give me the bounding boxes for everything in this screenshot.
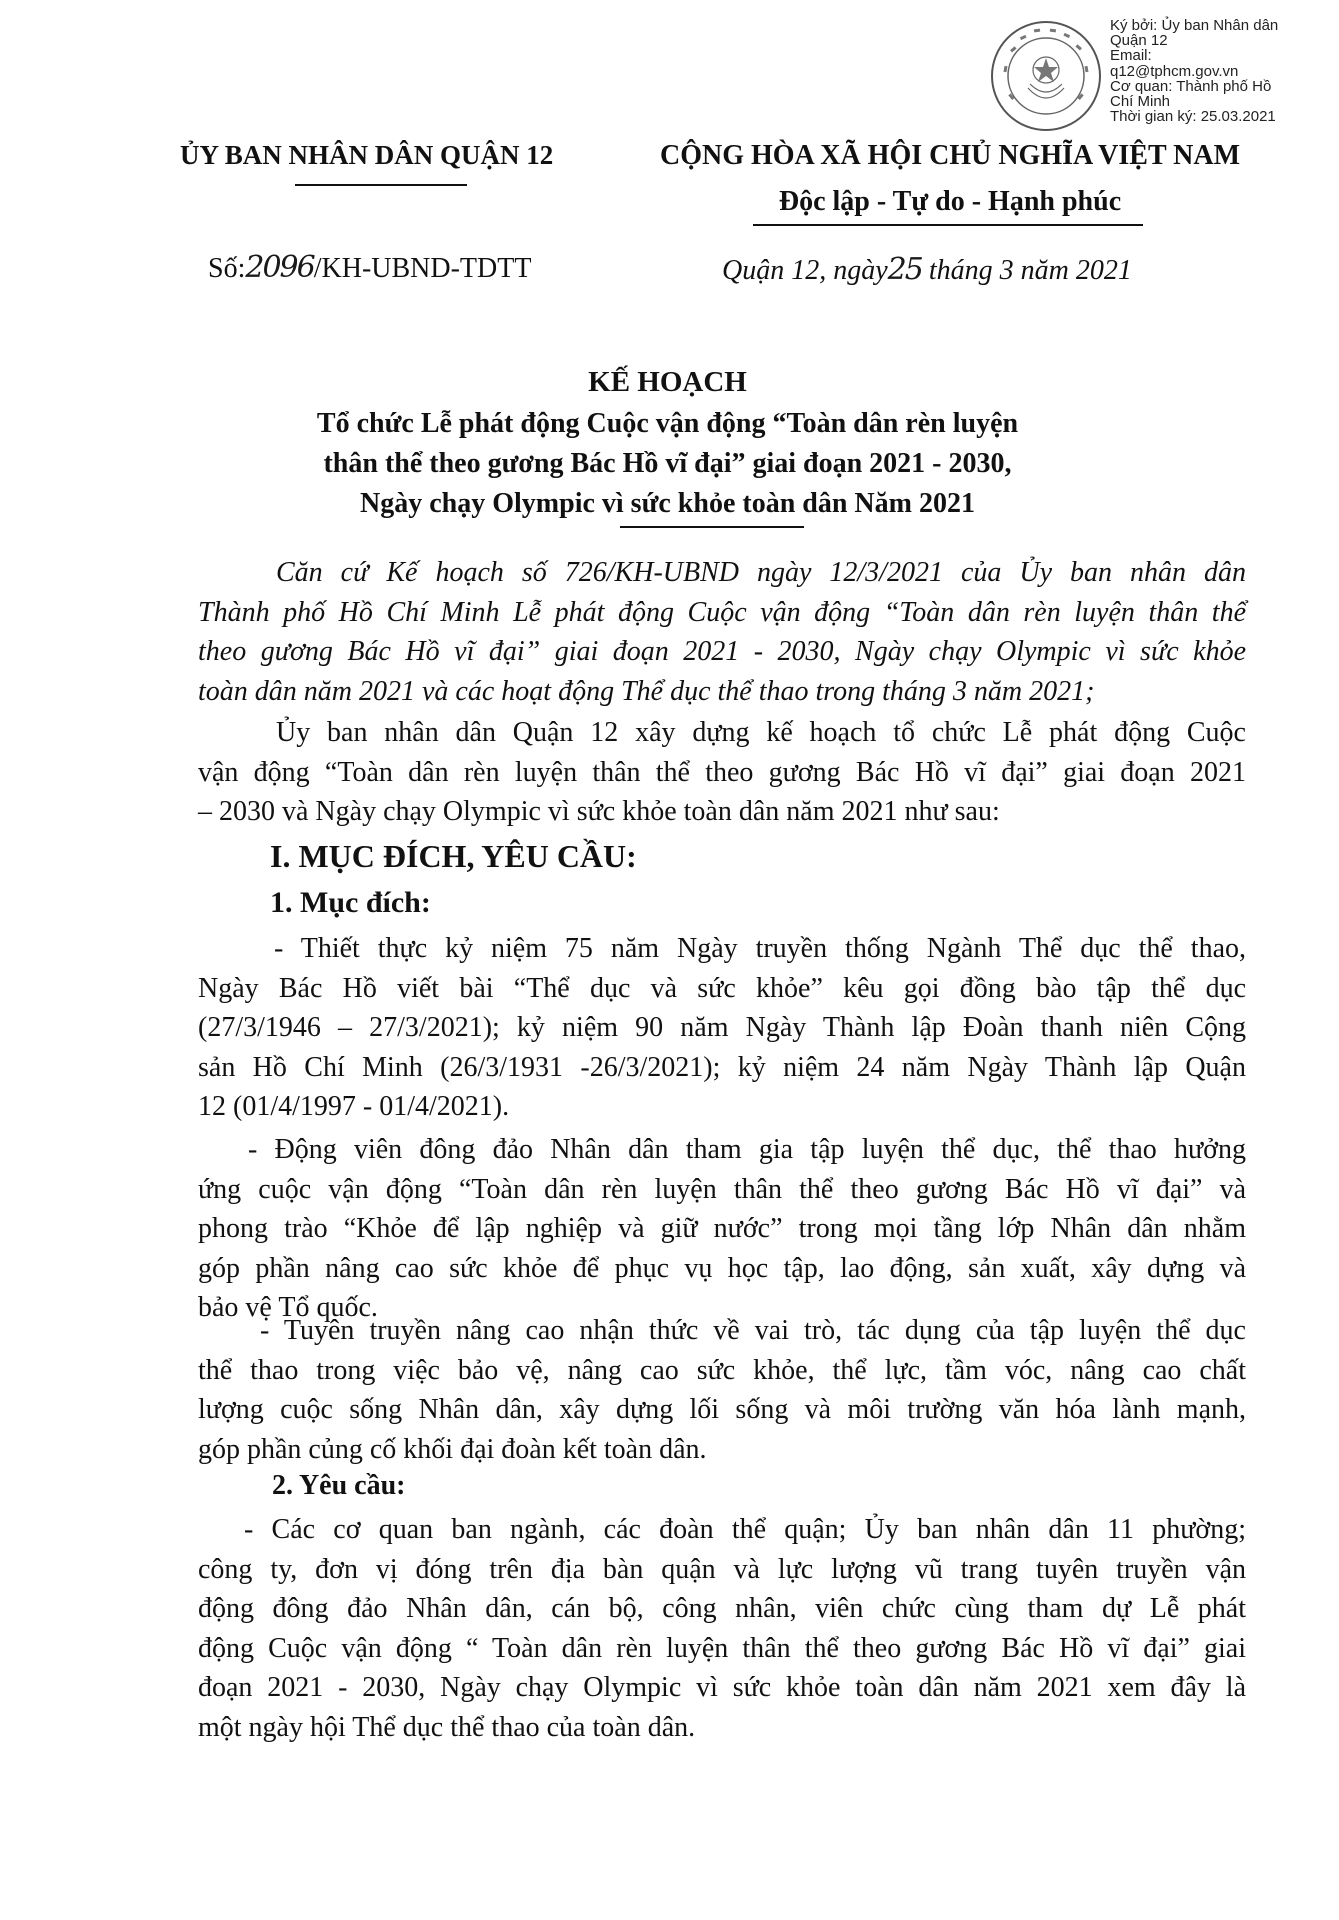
basis-line: theo gương Bác Hồ vĩ đại” giai đoạn 2021 - 2030, Ngày chạy Olympic vì sức khỏe: [198, 636, 1246, 667]
signature-line: Cơ quan: Thành phố Hồ: [1110, 77, 1272, 95]
paragraph-line: đoạn 2021 - 2030, Ngày chạy Olympic vì sức khỏe toàn dân năm 2021 xem đây là: [198, 1672, 1246, 1703]
document-date: [722, 252, 1132, 287]
purpose-paragraph-1: [198, 929, 1246, 1127]
handwritten-number: 2096: [245, 250, 314, 285]
basis-line: Thành phố Hồ Chí Minh Lễ phát động Cuộc vận động “Toàn dân rèn luyện thân thể: [198, 596, 1246, 628]
signature-line: Quận 12: [1110, 32, 1168, 50]
signature-line: q12@tphcm.gov.vn: [1110, 62, 1239, 80]
title-line: thân thể theo gương Bác Hồ vĩ đại” giai đoạn 2021 - 2030,: [323, 448, 1012, 479]
paragraph-line: động đông đảo Nhân dân, cán bộ, công nhân, viên chức cùng tham dự Lễ phát: [198, 1593, 1246, 1624]
title-underline: [620, 526, 804, 528]
paragraph-line: - Tuyên truyền nâng cao nhận thức về vai trò, tác dụng của tập luyện thể dục: [260, 1315, 1246, 1346]
basis-line: Căn cứ Kế hoạch số 726/KH-UBND ngày 12/3/2021 của Ủy ban nhân dân: [276, 557, 1246, 588]
signature-line: Ký bởi: Ủy ban Nhân dân: [1110, 17, 1279, 34]
date-prefix: Quận 12, ngày: [722, 255, 888, 286]
national-emblem-seal: [988, 18, 1104, 134]
number-suffix: /KH-UBND-TDTT: [313, 253, 532, 284]
requirement-paragraph: [198, 1510, 1246, 1747]
paragraph-line: - Động viên đông đảo Nhân dân tham gia tập luyện thể dục, thể thao hưởng: [248, 1134, 1246, 1165]
paragraph-line: ứng cuộc vận động “Toàn dân rèn luyện thân thể theo gương Bác Hồ vĩ đại” và: [198, 1173, 1246, 1205]
issuing-agency: ỦY BAN NHÂN DÂN QUẬN 12: [180, 140, 554, 170]
paragraph-line: góp phần củng cố khối đại đoàn kết toàn dân.: [198, 1433, 707, 1465]
signature-line: Chí Minh: [1110, 93, 1171, 111]
paragraph-line: phong trào “Khỏe để lập nghiệp và giữ nước” trong mọi tầng lớp Nhân dân nhằm: [198, 1213, 1246, 1244]
basis-line: toàn dân năm 2021 và các hoạt động Thể dục thể thao trong tháng 3 năm 2021;: [198, 675, 1095, 707]
digital-signature-info: [1110, 18, 1335, 124]
paragraph-line: (27/3/1946 – 27/3/2021); kỷ niệm 90 năm Ngày Thành lập Đoàn thanh niên Cộng: [198, 1012, 1246, 1043]
intro-line: – 2030 và Ngày chạy Olympic vì sức khỏe toàn dân năm 2021 như sau:: [198, 796, 1000, 827]
paragraph-line: công ty, đơn vị đóng trên địa bàn quận và lực lượng vũ trang tuyên truyền vận: [198, 1553, 1246, 1585]
intro-line: Ủy ban nhân dân Quận 12 xây dựng kế hoạch tổ chức Lễ phát động Cuộc: [276, 717, 1246, 748]
motto-underline: [753, 224, 1143, 226]
intro-line: vận động “Toàn dân rèn luyện thân thể theo gương Bác Hồ vĩ đại” giai đoạn 2021: [198, 756, 1246, 788]
paragraph-line: góp phần nâng cao sức khỏe để phục vụ học tập, lao động, sản xuất, xây dựng và: [198, 1252, 1246, 1284]
title-line: Tổ chức Lễ phát động Cuộc vận động “Toàn dân rèn luyện: [316, 408, 1019, 439]
title-line: Ngày chạy Olympic vì sức khỏe toàn dân Năm 2021: [360, 488, 975, 519]
document-type: KẾ HOẠCH: [588, 366, 747, 398]
section-heading: I. MỤC ĐÍCH, YÊU CẦU:: [270, 838, 637, 874]
signature-line: Email:: [1110, 47, 1152, 65]
signature-line: Thời gian ký: 25.03.2021: [1110, 108, 1276, 126]
document-number: [208, 250, 531, 285]
paragraph-line: - Thiết thực kỷ niệm 75 năm Ngày truyền thống Ngành Thể dục thể thao,: [274, 933, 1246, 964]
paragraph-line: 12 (01/4/1997 - 01/4/2021).: [198, 1091, 510, 1122]
paragraph-line: động Cuộc vận động “ Toàn dân rèn luyện thân thể theo gương Bác Hồ vĩ đại” giai: [198, 1632, 1246, 1664]
purpose-paragraph-2: [198, 1130, 1246, 1328]
paragraph-line: bảo vệ Tổ quốc.: [198, 1292, 378, 1323]
purpose-paragraph-3: [198, 1311, 1246, 1469]
paragraph-line: - Các cơ quan ban ngành, các đoàn thể quận; Ủy ban nhân dân 11 phường;: [244, 1514, 1246, 1545]
intro-paragraph: [198, 713, 1246, 832]
paragraph-line: một ngày hội Thể dục thể thao của toàn dân.: [198, 1711, 696, 1743]
number-prefix: Số:: [208, 253, 246, 284]
agency-underline: [295, 184, 467, 186]
paragraph-line: lượng cuộc sống Nhân dân, xây dựng lối sống và môi trường văn hóa lành mạnh,: [198, 1394, 1246, 1425]
country-name: CỘNG HÒA XÃ HỘI CHỦ NGHĨA VIỆT NAM: [659, 140, 1241, 171]
legal-basis: [198, 553, 1246, 711]
paragraph-line: sản Hồ Chí Minh (26/3/1931 -26/3/2021); kỷ niệm 24 năm Ngày Thành lập Quận: [198, 1051, 1246, 1083]
handwritten-day: 25: [887, 252, 922, 287]
paragraph-line: thể thao trong việc bảo vệ, nâng cao sức khỏe, thể lực, tầm vóc, nâng cao chất: [198, 1354, 1246, 1386]
national-motto: Độc lập - Tự do - Hạnh phúc: [778, 186, 1122, 217]
date-suffix: tháng 3 năm 2021: [921, 255, 1132, 286]
subsection-heading: 2. Yêu cầu:: [272, 1470, 406, 1501]
paragraph-line: Ngày Bác Hồ viết bài “Thể dục và sức khỏe” kêu gọi đồng bào tập thể dục: [198, 972, 1246, 1004]
subsection-heading: 1. Mục đích:: [270, 886, 431, 919]
